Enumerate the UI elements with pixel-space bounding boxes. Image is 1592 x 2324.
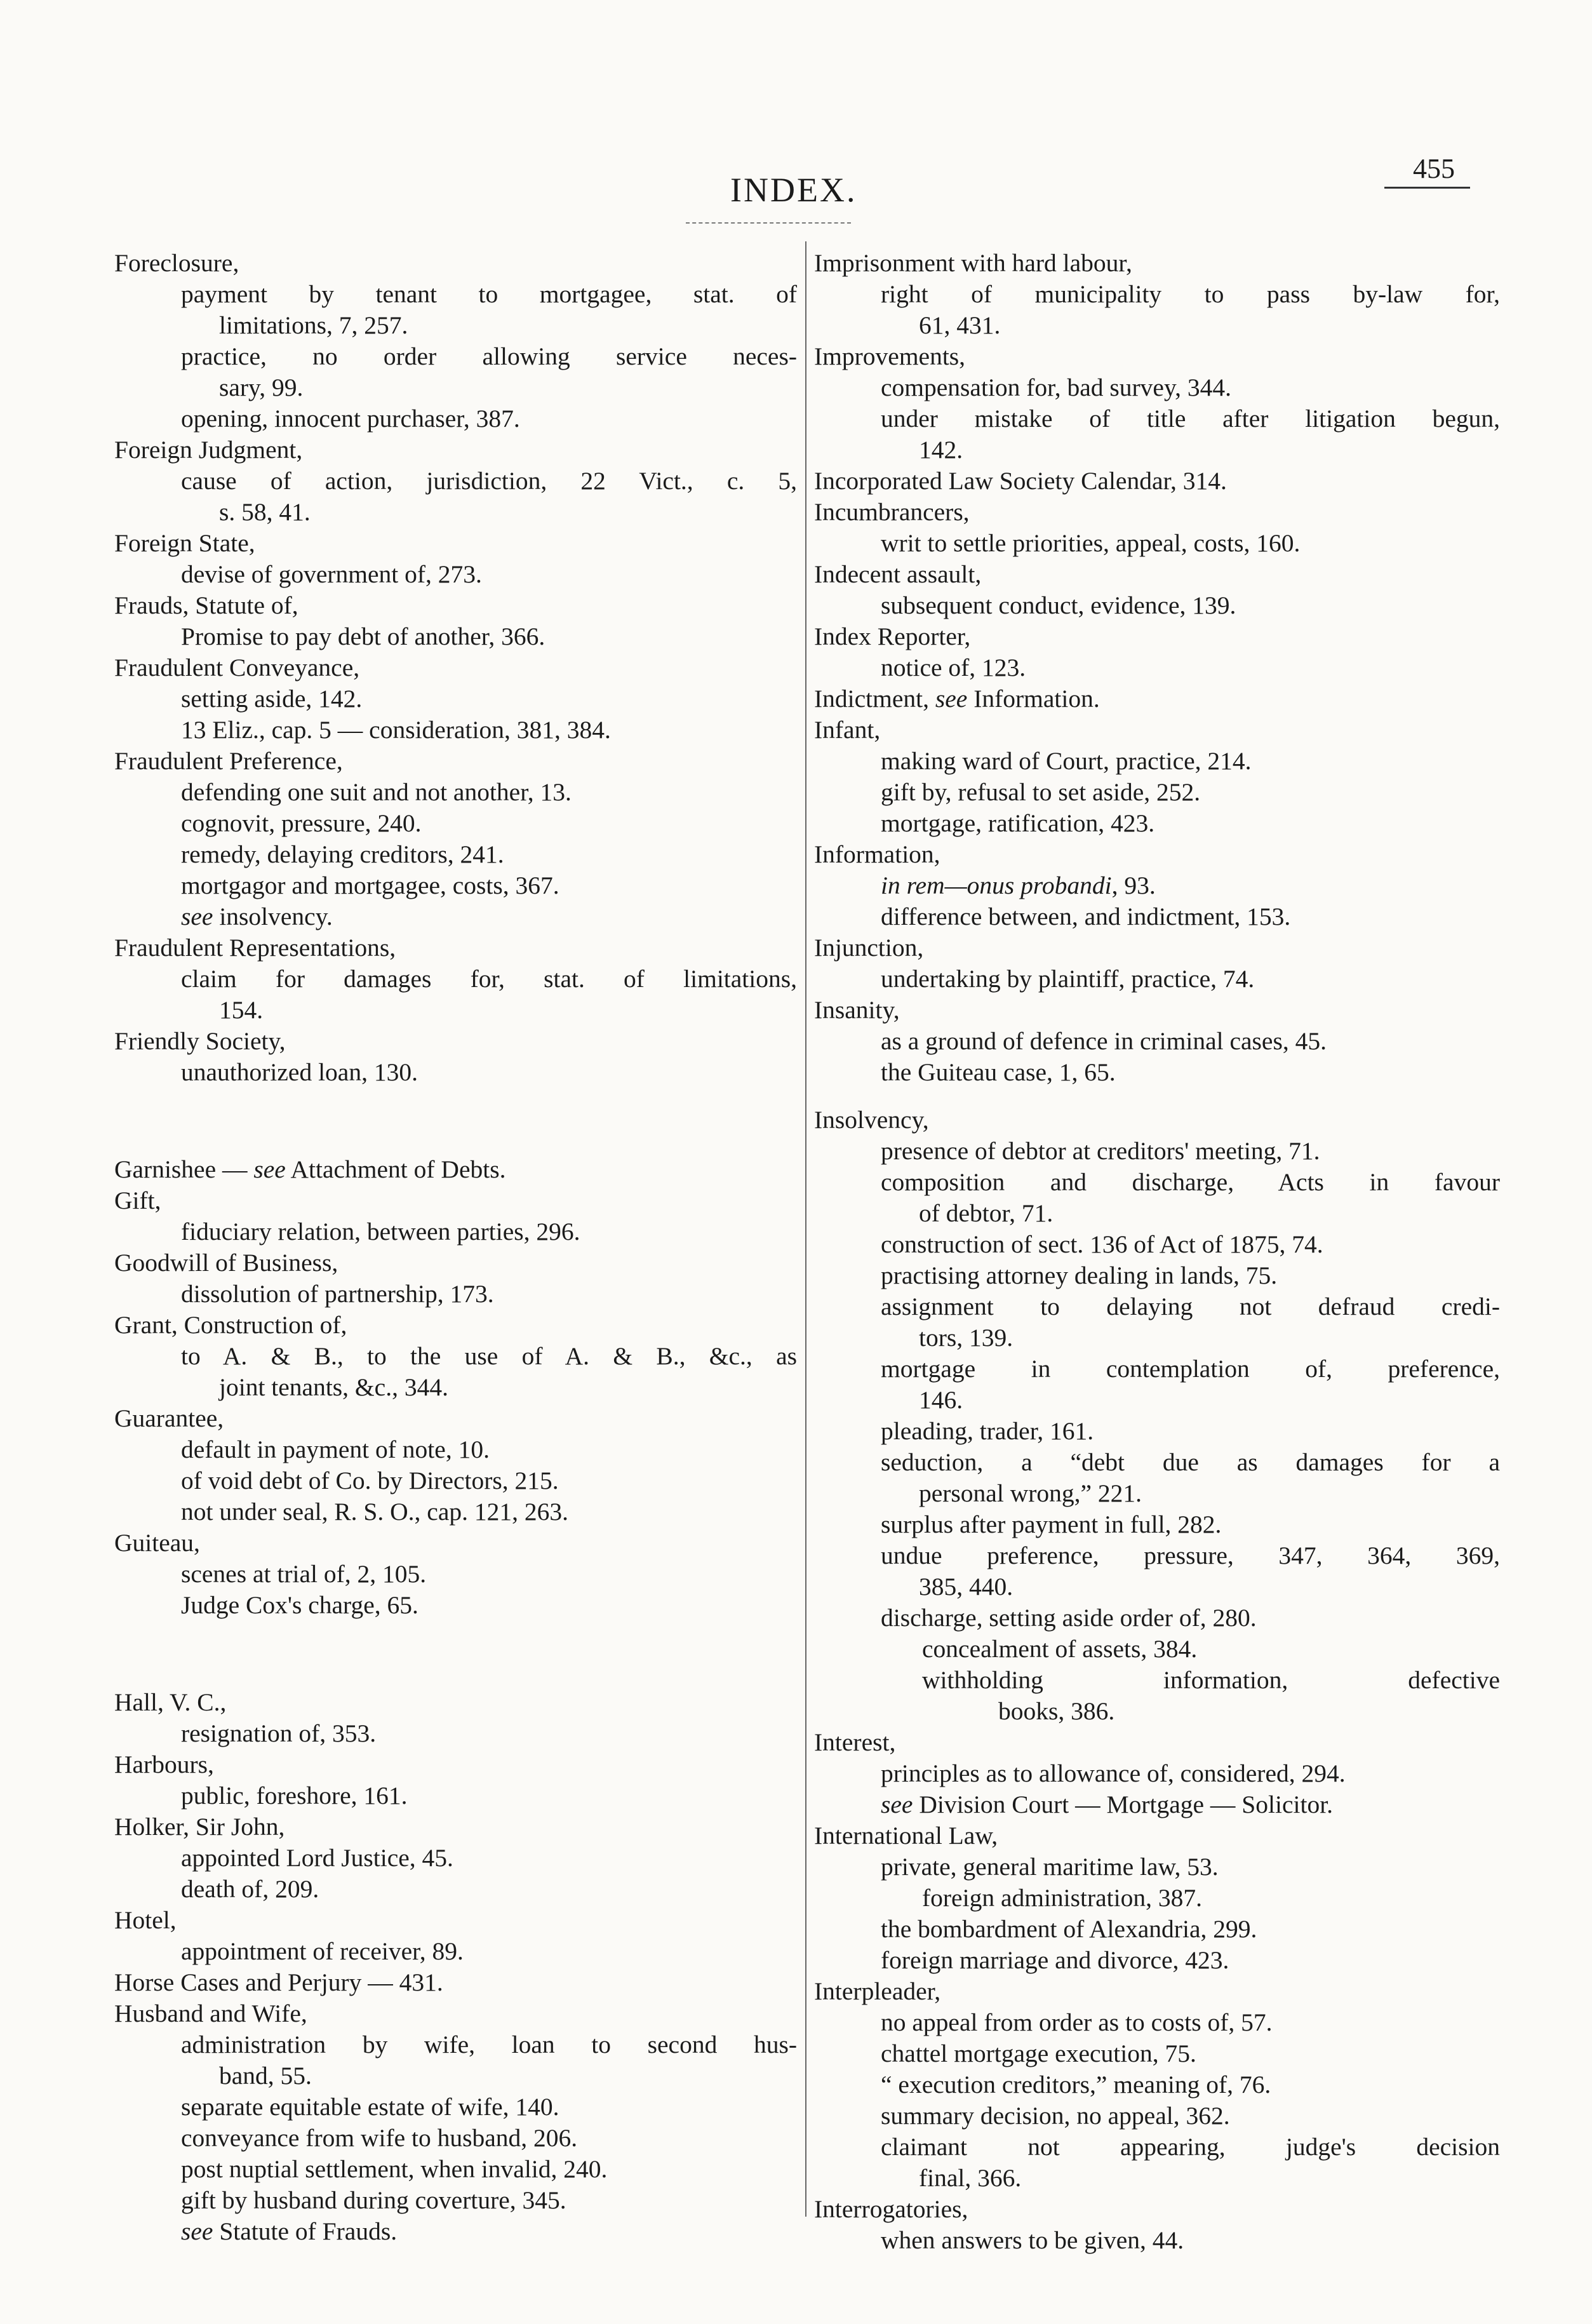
index-heading: Indecent assault,: [814, 560, 982, 588]
index-subentry: mortgagor and mortgagee, costs, 367.: [181, 871, 559, 899]
index-subentry: mortgage, ratification, 423.: [881, 809, 1155, 837]
index-subentry: claimant not appearing, judge's decision: [881, 2133, 1500, 2161]
index-heading: Foreign State,: [114, 529, 255, 557]
index-heading: Interpleader,: [814, 1977, 941, 2005]
index-heading: Improvements,: [814, 342, 966, 370]
index-subentry: concealment of assets, 384.: [922, 1635, 1198, 1663]
index-subentry: assignment to delaying not defraud credi-: [881, 1293, 1500, 1320]
index-heading: Goodwill of Business,: [114, 1249, 338, 1277]
index-heading: Frauds, Statute of,: [114, 591, 298, 619]
index-subentry: difference between, and indictment, 153.: [881, 903, 1291, 930]
index-subentry: as a ground of defence in criminal cases, 45.: [881, 1027, 1327, 1055]
index-subentry: subsequent conduct, evidence, 139.: [881, 591, 1236, 619]
index-subentry: tors, 139.: [919, 1324, 1013, 1352]
index-subentry: claim for damages for, stat. of limitations,: [181, 965, 797, 993]
index-subentry: public, foreshore, 161.: [181, 1782, 408, 1810]
index-subentry: dissolution of partnership, 173.: [181, 1280, 494, 1308]
index-subentry: 61, 431.: [919, 311, 1001, 339]
column-divider: [805, 241, 806, 2217]
index-heading: Index Reporter,: [814, 622, 971, 650]
index-subentry: no appeal from order as to costs of, 57.: [881, 2008, 1273, 2036]
index-subentry: foreign marriage and divorce, 423.: [881, 1946, 1229, 1974]
index-heading: Injunction,: [814, 934, 924, 962]
index-subentry: summary decision, no appeal, 362.: [881, 2102, 1230, 2130]
index-subentry: payment by tenant to mortgagee, stat. of: [181, 280, 797, 308]
index-subentry: practising attorney dealing in lands, 75.: [881, 1261, 1278, 1289]
section-gap: [814, 1088, 1500, 1105]
index-heading: Imprisonment with hard labour,: [814, 249, 1132, 277]
header-rule: [686, 222, 851, 224]
index-subentry: chattel mortgage execution, 75.: [881, 2039, 1196, 2067]
index-subentry: when answers to be given, 44.: [881, 2226, 1184, 2254]
index-subentry: of debtor, 71.: [919, 1199, 1054, 1227]
index-heading: Incumbrancers,: [814, 498, 970, 526]
index-heading: International Law,: [814, 1822, 998, 1850]
index-subentry: composition and discharge, Acts in favour: [881, 1168, 1500, 1196]
index-heading: Fraudulent Preference,: [114, 747, 343, 775]
page-header: [0, 0, 1592, 210]
index-heading: Foreign Judgment,: [114, 436, 303, 464]
index-subentry: joint tenants, &c., 344.: [219, 1373, 448, 1401]
index-heading: Interest,: [814, 1728, 896, 1756]
index-subentry: books, 386.: [998, 1697, 1115, 1725]
index-heading: Hotel,: [114, 1906, 177, 1934]
index-subentry: death of, 209.: [181, 1875, 319, 1903]
index-subentry: sary, 99.: [219, 373, 304, 401]
index-subentry: opening, innocent purchaser, 387.: [181, 405, 520, 433]
index-subentry: scenes at trial of, 2, 105.: [181, 1560, 427, 1588]
index-subentry: devise of government of, 273.: [181, 560, 482, 588]
index-heading: Guarantee,: [114, 1404, 224, 1432]
index-subentry: notice of, 123.: [881, 654, 1026, 682]
index-heading: Horse Cases and Perjury — 431.: [114, 1968, 443, 1996]
index-heading: Friendly Society,: [114, 1027, 286, 1055]
page-title: INDEX.: [730, 171, 857, 209]
index-heading: Gift,: [114, 1186, 161, 1214]
index-subentry: s. 58, 41.: [219, 498, 311, 526]
index-heading: Infant,: [814, 716, 881, 744]
index-subentry: fiduciary relation, between parties, 296.: [181, 1218, 580, 1246]
index-subentry: cognovit, pressure, 240.: [181, 809, 422, 837]
index-subentry: gift by, refusal to set aside, 252.: [881, 778, 1201, 806]
index-subentry: limitations, 7, 257.: [219, 311, 408, 339]
index-subentry: surplus after payment in full, 282.: [881, 1510, 1222, 1538]
index-subentry: practice, no order allowing service neces-: [181, 342, 797, 370]
index-subentry: unauthorized loan, 130.: [181, 1058, 418, 1086]
index-subentry: construction of sect. 136 of Act of 1875, 74.: [881, 1230, 1323, 1258]
index-subentry: to A. & B., to the use of A. & B., &c., as: [181, 1342, 797, 1370]
index-subentry: setting aside, 142.: [181, 685, 363, 713]
index-heading: Grant, Construction of,: [114, 1311, 347, 1339]
index-heading: Insanity,: [814, 996, 900, 1024]
index-subentry: not under seal, R. S. O., cap. 121, 263.: [181, 1498, 568, 1526]
index-heading: Hall, V. C.,: [114, 1688, 227, 1716]
index-subentry: seduction, a “debt due as damages for a: [881, 1448, 1500, 1476]
index-subentry: 385, 440.: [919, 1573, 1013, 1601]
index-subentry: default in payment of note, 10.: [181, 1435, 490, 1463]
index-subentry: Judge Cox's charge, 65.: [181, 1591, 418, 1619]
index-subentry: 13 Eliz., cap. 5 — consideration, 381, 384.: [181, 716, 611, 744]
index-subentry: foreign administration, 387.: [922, 1884, 1202, 1912]
index-subentry: principles as to allowance of, considered, 294.: [881, 1759, 1346, 1787]
index-subentry: see Statute of Frauds.: [181, 2217, 398, 2245]
index-subentry: the Guiteau case, 1, 65.: [881, 1058, 1116, 1086]
index-subentry: see insolvency.: [181, 903, 333, 930]
page-number-rule: [1384, 187, 1470, 189]
index-heading: Incorporated Law Society Calendar, 314.: [814, 467, 1227, 495]
index-subentry: discharge, setting aside order of, 280.: [881, 1604, 1257, 1632]
index-heading: Fraudulent Representations,: [114, 934, 396, 962]
index-subentry: private, general maritime law, 53.: [881, 1853, 1219, 1881]
index-subentry: writ to settle priorities, appeal, costs, 160.: [881, 529, 1301, 557]
index-heading: Insolvency,: [814, 1106, 929, 1134]
index-subentry: undertaking by plaintiff, practice, 74.: [881, 965, 1255, 993]
page-number: 455: [1413, 153, 1455, 184]
index-subentry: administration by wife, loan to second hus-: [181, 2031, 797, 2059]
index-heading: Holker, Sir John,: [114, 1813, 285, 1841]
index-subentry: of void debt of Co. by Directors, 215.: [181, 1467, 559, 1494]
index-subentry: appointed Lord Justice, 45.: [181, 1844, 453, 1872]
index-subentry: 146.: [919, 1386, 963, 1414]
index-subentry: personal wrong,” 221.: [919, 1479, 1142, 1507]
index-subentry: mortgage in contemplation of, preference,: [881, 1355, 1500, 1383]
section-gap: [114, 1621, 797, 1687]
index-subentry: resignation of, 353.: [181, 1719, 377, 1747]
index-subentry: 154.: [219, 996, 264, 1024]
index-heading: Information,: [814, 840, 940, 868]
index-heading: Harbours,: [114, 1750, 214, 1778]
index-subentry: right of municipality to pass by-law for,: [881, 280, 1500, 308]
index-subentry: conveyance from wife to husband, 206.: [181, 2124, 578, 2152]
index-heading: Fraudulent Conveyance,: [114, 654, 360, 682]
index-heading: Guiteau,: [114, 1529, 200, 1557]
index-subentry: Promise to pay debt of another, 366.: [181, 622, 545, 650]
index-subentry: post nuptial settlement, when invalid, 240.: [181, 2155, 608, 2183]
index-subentry: in rem—onus probandi, 93.: [881, 871, 1156, 899]
index-subentry: gift by husband during coverture, 345.: [181, 2186, 566, 2214]
index-subentry: compensation for, bad survey, 344.: [881, 373, 1232, 401]
section-gap: [114, 1088, 797, 1154]
index-subentry: pleading, trader, 161.: [881, 1417, 1094, 1445]
index-subentry: undue preference, pressure, 347, 364, 369,: [881, 1541, 1500, 1569]
index-heading: Husband and Wife,: [114, 1999, 307, 2027]
index-subentry: making ward of Court, practice, 214.: [881, 747, 1252, 775]
index-heading: Indictment, see Information.: [814, 685, 1100, 713]
index-subentry: “ execution creditors,” meaning of, 76.: [881, 2071, 1271, 2099]
index-subentry: remedy, delaying creditors, 241.: [181, 840, 504, 868]
index-subentry: presence of debtor at creditors' meeting, 71.: [881, 1137, 1320, 1165]
index-heading: Foreclosure,: [114, 249, 239, 277]
index-subentry: separate equitable estate of wife, 140.: [181, 2093, 559, 2121]
index-subentry: final, 366.: [919, 2164, 1022, 2192]
index-subentry: band, 55.: [219, 2062, 312, 2090]
index-subentry: appointment of receiver, 89.: [181, 1937, 464, 1965]
index-subentry: withholding information, defective: [922, 1666, 1500, 1694]
index-column-right: [814, 248, 1500, 2256]
index-heading: Garnishee — see Attachment of Debts.: [114, 1155, 506, 1183]
index-subentry: cause of action, jurisdiction, 22 Vict., c. 5,: [181, 467, 797, 495]
index-subentry: the bombardment of Alexandria, 299.: [881, 1915, 1257, 1943]
index-subentry: under mistake of title after litigation begun,: [881, 405, 1500, 433]
index-subentry: see Division Court — Mortgage — Solicitor.: [881, 1790, 1334, 1818]
index-subentry: defending one suit and not another, 13.: [181, 778, 572, 806]
index-subentry: 142.: [919, 436, 963, 464]
index-column-left: [114, 248, 797, 2247]
index-heading: Interrogatories,: [814, 2195, 968, 2223]
